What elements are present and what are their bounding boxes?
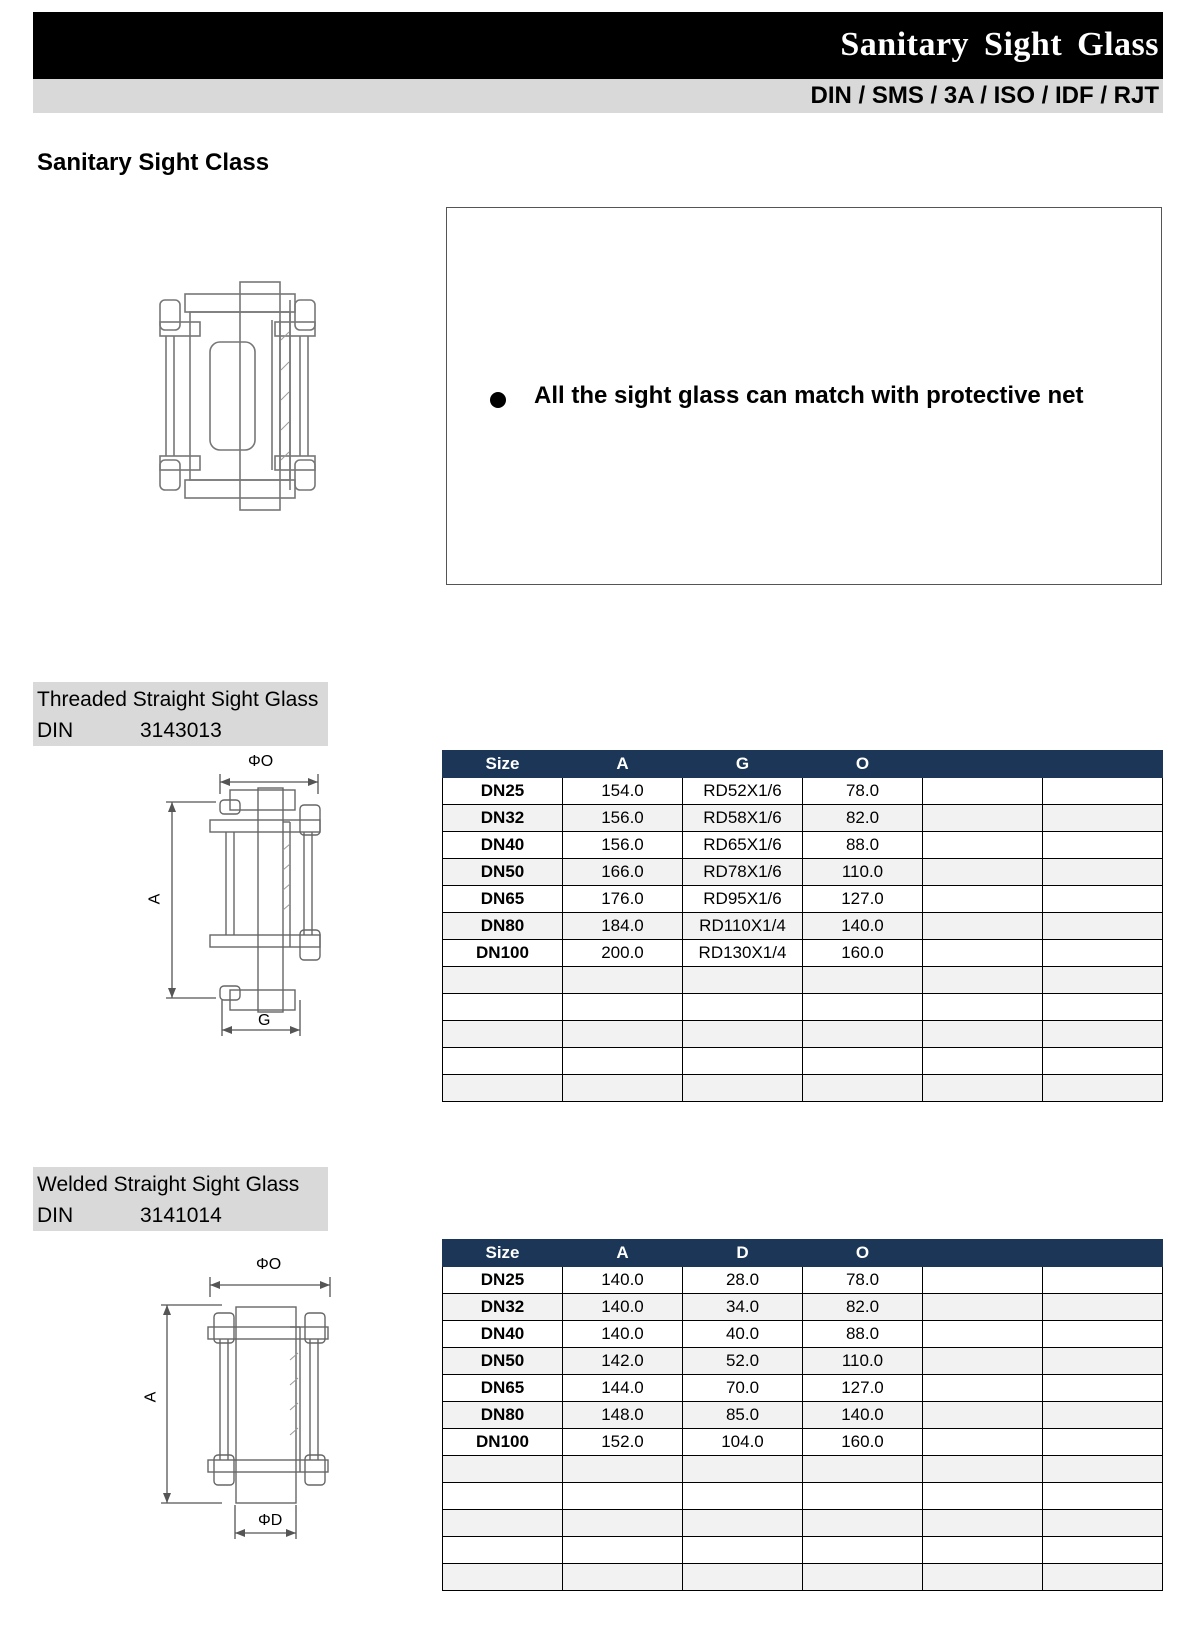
threaded-label-o: ΦO: [248, 753, 274, 770]
table-cell: [1043, 940, 1163, 967]
table-cell: RD110X1/4: [683, 913, 803, 940]
table-cell: [683, 1456, 803, 1483]
table-cell: [803, 1483, 923, 1510]
table-cell: [1043, 1294, 1163, 1321]
table-cell: [803, 994, 923, 1021]
table-cell: 88.0: [803, 1321, 923, 1348]
table-cell: [803, 1048, 923, 1075]
table-row: [443, 1483, 1163, 1510]
table-cell: [1043, 1456, 1163, 1483]
threaded-standard: DIN: [37, 719, 74, 742]
table-cell: [1043, 778, 1163, 805]
table-row: [443, 805, 1163, 832]
table-cell: 82.0: [803, 1294, 923, 1321]
table-cell: [803, 1456, 923, 1483]
table-row: [443, 1564, 1163, 1591]
table-cell: 160.0: [803, 940, 923, 967]
threaded-table-body: [443, 778, 1163, 1102]
table-cell: [683, 1075, 803, 1102]
welded-label-a: A: [142, 1391, 160, 1403]
table-cell: 140.0: [803, 1402, 923, 1429]
table-cell: 160.0: [803, 1429, 923, 1456]
size-cell: [443, 1483, 563, 1510]
table-cell: [923, 1267, 1043, 1294]
table-cell: [1043, 913, 1163, 940]
page-title: Sanitary Sight Glass: [840, 26, 1159, 63]
table-cell: [683, 1564, 803, 1591]
table-cell: 40.0: [683, 1321, 803, 1348]
column-header: A: [563, 751, 683, 778]
welded-product-name: Welded Straight Sight Glass: [37, 1173, 300, 1196]
column-header: O: [803, 1240, 923, 1267]
feature-text: All the sight glass can match with protective net: [534, 382, 1084, 409]
table-cell: 140.0: [563, 1294, 683, 1321]
threaded-label-a: A: [146, 893, 164, 905]
welded-label-d: ΦD: [258, 1512, 283, 1529]
table-row: [443, 1537, 1163, 1564]
table-cell: [683, 1537, 803, 1564]
table-cell: [923, 940, 1043, 967]
table-cell: [923, 778, 1043, 805]
feature-box: [446, 207, 1162, 585]
table-cell: 152.0: [563, 1429, 683, 1456]
column-header: [1043, 1240, 1163, 1267]
table-cell: [923, 1321, 1043, 1348]
table-row: [443, 913, 1163, 940]
table-cell: [563, 1564, 683, 1591]
threaded-label-g: G: [258, 1012, 271, 1029]
table-cell: [1043, 967, 1163, 994]
table-cell: RD65X1/6: [683, 832, 803, 859]
table-row: [443, 1402, 1163, 1429]
table-cell: [923, 994, 1043, 1021]
table-cell: [563, 1510, 683, 1537]
table-row: [443, 886, 1163, 913]
welded-code: 3141014: [140, 1204, 222, 1227]
size-cell: DN32: [443, 1294, 563, 1321]
table-cell: 166.0: [563, 859, 683, 886]
threaded-spec-table: [442, 750, 1163, 1102]
column-header: D: [683, 1240, 803, 1267]
table-cell: [1043, 1048, 1163, 1075]
table-cell: 127.0: [803, 1375, 923, 1402]
table-cell: [923, 886, 1043, 913]
size-cell: DN40: [443, 1321, 563, 1348]
table-cell: [923, 832, 1043, 859]
table-row: [443, 994, 1163, 1021]
table-cell: [683, 994, 803, 1021]
column-header: Size: [443, 1240, 563, 1267]
table-cell: [683, 967, 803, 994]
table-cell: 34.0: [683, 1294, 803, 1321]
table-cell: 184.0: [563, 913, 683, 940]
size-cell: [443, 994, 563, 1021]
table-cell: [923, 859, 1043, 886]
table-cell: [1043, 832, 1163, 859]
table-cell: [923, 913, 1043, 940]
table-cell: [563, 1048, 683, 1075]
table-cell: 70.0: [683, 1375, 803, 1402]
threaded-drawing: [140, 760, 340, 1040]
table-cell: 140.0: [803, 913, 923, 940]
threaded-product-label: [33, 682, 328, 746]
table-row: [443, 1021, 1163, 1048]
table-cell: [1043, 1483, 1163, 1510]
column-header: [1043, 751, 1163, 778]
table-cell: [923, 1048, 1043, 1075]
table-row: [443, 1429, 1163, 1456]
sight-glass-illustration: [150, 280, 340, 520]
welded-standard: DIN: [37, 1204, 74, 1227]
column-header: A: [563, 1240, 683, 1267]
size-cell: DN80: [443, 913, 563, 940]
table-row: [443, 940, 1163, 967]
table-cell: [1043, 1348, 1163, 1375]
table-cell: 142.0: [563, 1348, 683, 1375]
table-cell: [923, 1483, 1043, 1510]
column-header: [923, 751, 1043, 778]
title-bar: [33, 12, 1163, 79]
table-cell: [1043, 1402, 1163, 1429]
table-cell: [803, 1537, 923, 1564]
table-cell: [563, 1483, 683, 1510]
table-cell: 88.0: [803, 832, 923, 859]
table-cell: [1043, 859, 1163, 886]
table-cell: [923, 967, 1043, 994]
table-cell: 156.0: [563, 805, 683, 832]
table-cell: RD52X1/6: [683, 778, 803, 805]
table-cell: [683, 1510, 803, 1537]
table-cell: [1043, 1510, 1163, 1537]
table-cell: 176.0: [563, 886, 683, 913]
table-cell: [1043, 1321, 1163, 1348]
column-header: O: [803, 751, 923, 778]
standards-subtitle: DIN / SMS / 3A / ISO / IDF / RJT: [810, 82, 1159, 109]
size-cell: DN80: [443, 1402, 563, 1429]
table-cell: 28.0: [683, 1267, 803, 1294]
threaded-code: 3143013: [140, 719, 222, 742]
table-cell: [1043, 994, 1163, 1021]
size-cell: DN40: [443, 832, 563, 859]
table-cell: [563, 1456, 683, 1483]
table-cell: [923, 1429, 1043, 1456]
table-cell: [1043, 1021, 1163, 1048]
table-cell: RD78X1/6: [683, 859, 803, 886]
size-cell: DN32: [443, 805, 563, 832]
table-cell: 140.0: [563, 1267, 683, 1294]
table-cell: [923, 1402, 1043, 1429]
size-cell: DN65: [443, 1375, 563, 1402]
table-cell: [1043, 1564, 1163, 1591]
size-cell: [443, 1021, 563, 1048]
size-cell: [443, 967, 563, 994]
table-row: [443, 1294, 1163, 1321]
size-cell: DN25: [443, 778, 563, 805]
table-cell: [923, 805, 1043, 832]
size-cell: [443, 1075, 563, 1102]
size-cell: [443, 1510, 563, 1537]
bullet-icon: [490, 392, 506, 408]
size-cell: [443, 1048, 563, 1075]
size-cell: DN65: [443, 886, 563, 913]
size-cell: DN50: [443, 859, 563, 886]
table-header-row: [443, 751, 1163, 778]
table-header-row: [443, 1240, 1163, 1267]
table-cell: 156.0: [563, 832, 683, 859]
table-row: [443, 1075, 1163, 1102]
table-cell: [563, 1075, 683, 1102]
threaded-product-name: Threaded Straight Sight Glass: [37, 688, 319, 711]
table-cell: [1043, 1267, 1163, 1294]
table-cell: 110.0: [803, 1348, 923, 1375]
table-cell: [803, 1564, 923, 1591]
table-cell: [923, 1021, 1043, 1048]
table-cell: 110.0: [803, 859, 923, 886]
table-cell: 82.0: [803, 805, 923, 832]
welded-label-o: ΦO: [256, 1256, 282, 1273]
table-cell: 200.0: [563, 940, 683, 967]
table-cell: [1043, 1429, 1163, 1456]
table-cell: [563, 1537, 683, 1564]
column-header: [923, 1240, 1043, 1267]
table-cell: [803, 1021, 923, 1048]
table-cell: [683, 1048, 803, 1075]
table-cell: [923, 1294, 1043, 1321]
table-cell: 52.0: [683, 1348, 803, 1375]
table-cell: [803, 1510, 923, 1537]
table-row: [443, 1267, 1163, 1294]
size-cell: DN100: [443, 940, 563, 967]
table-cell: 78.0: [803, 778, 923, 805]
table-cell: [923, 1456, 1043, 1483]
table-row: [443, 832, 1163, 859]
welded-spec-table: [442, 1239, 1163, 1591]
table-cell: [1043, 886, 1163, 913]
table-cell: 148.0: [563, 1402, 683, 1429]
table-cell: [1043, 1537, 1163, 1564]
table-cell: [803, 967, 923, 994]
table-cell: [1043, 805, 1163, 832]
table-cell: [923, 1075, 1043, 1102]
table-cell: RD58X1/6: [683, 805, 803, 832]
table-cell: 85.0: [683, 1402, 803, 1429]
table-cell: RD130X1/4: [683, 940, 803, 967]
table-cell: [923, 1375, 1043, 1402]
table-cell: 154.0: [563, 778, 683, 805]
table-cell: RD95X1/6: [683, 886, 803, 913]
table-cell: 78.0: [803, 1267, 923, 1294]
table-cell: 127.0: [803, 886, 923, 913]
table-cell: [563, 994, 683, 1021]
table-cell: [1043, 1075, 1163, 1102]
table-row: [443, 778, 1163, 805]
table-cell: [563, 1021, 683, 1048]
table-row: [443, 1048, 1163, 1075]
table-row: [443, 1510, 1163, 1537]
standards-bar: [33, 79, 1163, 113]
table-cell: [563, 967, 683, 994]
column-header: Size: [443, 751, 563, 778]
table-cell: [683, 1021, 803, 1048]
table-cell: [683, 1483, 803, 1510]
size-cell: DN100: [443, 1429, 563, 1456]
section-heading: Sanitary Sight Class: [37, 149, 270, 176]
table-row: [443, 967, 1163, 994]
table-row: [443, 1456, 1163, 1483]
table-cell: [803, 1075, 923, 1102]
table-cell: 104.0: [683, 1429, 803, 1456]
table-row: [443, 1375, 1163, 1402]
welded-drawing: [140, 1265, 340, 1540]
size-cell: [443, 1456, 563, 1483]
column-header: G: [683, 751, 803, 778]
table-row: [443, 1348, 1163, 1375]
table-row: [443, 859, 1163, 886]
size-cell: DN50: [443, 1348, 563, 1375]
table-cell: 140.0: [563, 1321, 683, 1348]
table-cell: [923, 1564, 1043, 1591]
table-cell: 144.0: [563, 1375, 683, 1402]
table-cell: [923, 1537, 1043, 1564]
welded-product-label: [33, 1167, 328, 1231]
table-cell: [923, 1510, 1043, 1537]
size-cell: [443, 1537, 563, 1564]
size-cell: [443, 1564, 563, 1591]
welded-table-body: [443, 1267, 1163, 1591]
table-cell: [923, 1348, 1043, 1375]
size-cell: DN25: [443, 1267, 563, 1294]
table-cell: [1043, 1375, 1163, 1402]
table-row: [443, 1321, 1163, 1348]
